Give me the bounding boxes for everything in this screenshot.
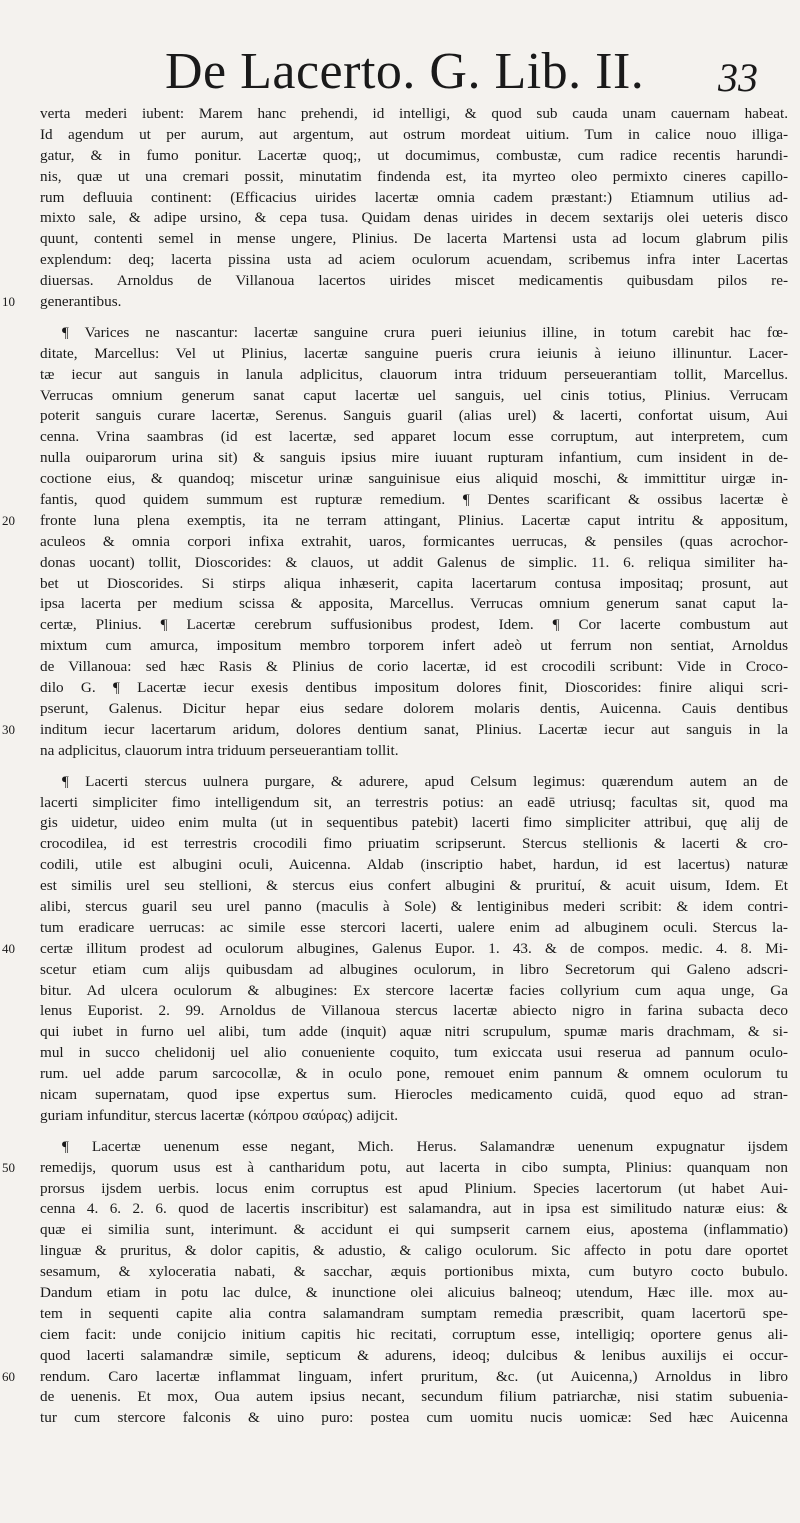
line-text: prorsus ijsdem uerbis. locus enim corruptus est apud Plinium. Species lacertorum (ut habet Aui- — [40, 1179, 788, 1197]
text-line — [40, 1001, 788, 1022]
text-line — [2, 1367, 788, 1388]
text-line — [40, 876, 788, 897]
text-line — [40, 406, 788, 427]
paragraph — [2, 772, 788, 1127]
text-line — [40, 960, 788, 981]
text-line — [40, 1106, 788, 1127]
line-text: sesamum, & xyloceratia nabati, & sacchar, æquis portionibus mixta, cum butyro cocto bubulo. — [40, 1263, 788, 1281]
text-line — [40, 553, 788, 574]
line-text: mixtum cum amurca, impositum membro torporem infert adeò ut ferrum non sentiat, Arnoldus — [40, 637, 788, 655]
text-line — [40, 855, 788, 876]
page-header — [0, 40, 800, 104]
text-line — [40, 1137, 788, 1158]
line-text: aculeos & omnia corpori infixa extrahit, uaros, formicantes uerrucas, & pensiles (quas acrochor- — [40, 532, 788, 550]
line-text: lacerti simpliciter fimo intelligendum sit, an terrestris potius: an eadē utriusq; facultas sit, quod ma — [40, 793, 788, 811]
line-text: guriam infunditur, stercus lacertæ (κόπρου σαύρας) adijcit. — [40, 1106, 399, 1124]
line-text: codili, utile est albugini oculi, Auicenna. Aldab (inscriptio habet, hardun, id est lacertus) naturæ — [40, 856, 788, 874]
text-line — [2, 720, 788, 741]
line-text: na adplicitus, clauorum intra triduum perseuerantiam tollit. — [40, 741, 399, 759]
line-text: alibi, stercus guaril seu urel panno (maculis à Sole) & lentiginibus mederi scribit: & idem contri- — [40, 897, 788, 915]
line-text: fantis, quod quidem summum est rupturæ remedium. ¶ Dentes scarificant & ossibus lacertæ è — [40, 491, 788, 509]
text-line — [40, 271, 788, 292]
line-text: rendum. Caro lacertæ inflammat linguam, infert pruritum, &c. (ut Auicenna,) Arnoldus in libro — [40, 1367, 788, 1385]
text-line — [40, 594, 788, 615]
text-line — [40, 981, 788, 1002]
main-text — [2, 104, 788, 1439]
line-text: poterit sanguis curare lacertæ, Serenus. Sanguis guaril (alias urel) & lacerti, confortat uisum, Aui — [40, 407, 788, 425]
line-text: rum defluuia continent: (Efficacius uirides lacertæ omnia cadem præstant:) Etiamnum utilius ad- — [40, 188, 788, 206]
line-text: cenna. Vrina saambras (id est lacertæ, sed apparet locum esse corruptum, aut interpretem, cum — [40, 428, 788, 446]
text-line — [40, 208, 788, 229]
text-line — [40, 250, 788, 271]
text-line — [40, 229, 788, 250]
line-text: mixto sale, & adipe ursino, & cepa tusa. Quidam denas uirides in decem sextarijs olei ueteris disco — [40, 209, 788, 227]
text-line — [40, 657, 788, 678]
text-line — [40, 1283, 788, 1304]
line-text: bitur. Ad ulcera oculorum & albugines: Ex stercore lacertæ facies collyrium cum aqua unge, Ga — [40, 981, 788, 999]
text-line — [40, 897, 788, 918]
text-line — [40, 772, 788, 793]
text-line — [40, 1064, 788, 1085]
margin-line-number: 60 — [2, 1368, 15, 1384]
line-text: rum. uel adde parum sarcocollæ, & in oculo pone, remouet enim pannum & omnem oculorum tu — [40, 1065, 788, 1083]
text-line — [40, 1085, 788, 1106]
line-text: ¶ Varices ne nascantur: lacertæ sanguine crura pueri ieiunius illine, in totum carebit hac fœ- — [62, 323, 788, 341]
text-line — [40, 323, 788, 344]
line-text: explendum: deq; lacerta pissina usta ad aciem oculorum acuendam, scribemus infra inter Lacertas — [40, 251, 788, 269]
line-text: tur cum stercore falconis & uino puro: postea cum uomitu nucis uomicæ: Sed hæc Auicenna — [40, 1409, 788, 1427]
text-line — [40, 834, 788, 855]
text-line — [40, 1179, 788, 1200]
line-text: tæ iecur aut sanguis in lanula adplicitus, clauorum intra triduum perseuerantiam tollit, Marcellus. — [40, 365, 788, 383]
line-text: de uenenis. Et mox, Oua autem ipsius necant, secundum filium patriarchæ, nisi statim subuenia- — [40, 1388, 788, 1406]
text-line — [40, 1325, 788, 1346]
text-line — [40, 699, 788, 720]
line-text: certæ, Plinius. ¶ Lacertæ cerebrum suffusionibus prodest, Idem. ¶ Cor lacerte combustum aut — [40, 616, 788, 634]
line-text: nicam supernatam, quod ipse expertus sum. Hierocles medicamento cuidā, quod equo ad stran- — [40, 1085, 788, 1103]
text-line — [40, 678, 788, 699]
text-line — [40, 365, 788, 386]
text-line — [40, 918, 788, 939]
line-text: qui iubet in furno uel alibi, tum adde (inquit) aquæ nitri scrupulum, spumæ maris drachmam, & si- — [40, 1023, 788, 1041]
line-text: donas uocant) tollit, Dioscorides: & clauos, ut addit Galenus de simplic. 11. 6. reliqua similiter ha- — [40, 553, 788, 571]
line-text: generantibus. — [40, 293, 122, 311]
text-line — [40, 636, 788, 657]
line-text: gatur, & in fumo ponitur. Lacertæ quoq;, ut documimus, combustæ, cum radice recentis harundi- — [40, 146, 788, 164]
line-text: remedijs, quorum usus est à cantharidum potu, aut lacerta in cibo sumpta, Plinius: quanquam non — [40, 1158, 788, 1176]
margin-line-number: 40 — [2, 940, 15, 956]
text-line — [40, 386, 788, 407]
line-text: inditum iecur lacertarum aridum, dolores dentium sanat, Plinius. Lacertæ iecur aut sanguis in la — [40, 720, 788, 738]
text-line — [40, 344, 788, 365]
line-text: quod lacerti salamandræ simile, septicum & adurens, ideoq; dulcibus & lenibus auxilijs ei occur- — [40, 1346, 788, 1364]
line-text: Verrucas omnium generum sanat caput lacertæ uel sanguis, uel cinis totius, Plinius. Verrucam — [40, 386, 788, 404]
line-text: gis uidetur, uideo enim multa (ut in sequentibus patebit) lacerti fimo simpliciter attribui, quę alij de — [40, 814, 788, 832]
line-text: quunt, contenti semel in mense ungere, Plinius. De lacerta Martensi usta ad locum glabrum pilis — [40, 230, 788, 248]
margin-line-number: 20 — [2, 512, 15, 528]
text-line — [40, 188, 788, 209]
text-line — [40, 1408, 788, 1429]
text-line — [40, 448, 788, 469]
text-line — [40, 813, 788, 834]
line-text: linguæ & pruritus, & dolor capitis, & adustio, & caligo oculorum. Sic affecto in potu dare oportet — [40, 1242, 788, 1260]
text-line — [40, 615, 788, 636]
line-text: ¶ Lacerti stercus uulnera purgare, & adurere, apud Celsum legimus: quærendum autem an de — [62, 772, 788, 790]
text-line — [40, 104, 788, 125]
text-line — [40, 490, 788, 511]
running-head: De Lacerto. G. Lib. II. — [165, 43, 645, 100]
paragraph — [2, 104, 788, 313]
text-line — [2, 292, 788, 313]
line-text: dilo G. ¶ Lacertæ iecur exesis dentibus impositum dolores finit, Dioscorides: finire aliqui scri- — [40, 679, 788, 697]
text-line — [40, 427, 788, 448]
line-text: ciem facit: unde conijcio initium capitis hic recitati, corruptum esse, intelligiq; oportere genus ali- — [40, 1325, 788, 1343]
line-text: quæ ei similia sunt, interimunt. & accidunt ei qui sumpserit carnem eius, apostema (inflammatio) — [40, 1221, 788, 1239]
line-text: ipsa lacerta per medium scissa & apposita, Marcellus. Verrucas omnium generum sanat caput la- — [40, 595, 788, 613]
text-line — [40, 167, 788, 188]
text-line — [40, 1387, 788, 1408]
paragraph — [2, 1137, 788, 1429]
text-line — [2, 939, 788, 960]
paragraph — [2, 323, 788, 762]
line-text: Id agendum ut per aurum, aut argentum, aut ostrum mordeat uitium. Tum in calice nouo illiga- — [40, 125, 788, 143]
text-line — [40, 741, 788, 762]
line-text: est similis urel seu stellioni, & stercus eius confert albugini & prurituí, & acuit uisum, Idem. Et — [40, 877, 788, 895]
line-text: Dandum etiam in potu lac dulce, & inunctione olei alicuius balneoq; utendum, Hæc ille. mox au- — [40, 1283, 788, 1301]
line-text: scetur etiam cum alijs quibusdam ad albugines oculorum, in libro Secretorum qui Galeno adscri- — [40, 960, 788, 978]
text-line — [40, 532, 788, 553]
line-text: nulla ouiparorum urina sit) & sanguis ipsius mire iuuant rupturam infantium, cum insident in de- — [40, 449, 788, 467]
text-line — [40, 146, 788, 167]
line-text: tem in sequenti capite alia contra salamandram sumptam remedia præscribit, quam lacertorū spe- — [40, 1304, 788, 1322]
line-text: crocodilea, id est terrestris crocodili fimo priuatim scripserunt. Stercus stellionis & lacerti & cro- — [40, 835, 788, 853]
text-line — [40, 469, 788, 490]
line-text: verta mederi iubent: Marem hanc prehendi, id intelligi, & quod sub cauda unam cauernam habeat. — [40, 105, 788, 122]
text-line — [40, 793, 788, 814]
page-number: 33 — [718, 55, 758, 100]
text-line — [40, 1346, 788, 1367]
line-text: coctione eius, & quandoq; miscetur urinæ sanguinisue eius aliquid moschi, & immittitur uirgæ in- — [40, 470, 788, 488]
line-text: cenna 4. 6. 2. 6. quod de lacertis inscribitur) est salamandra, aut in ipsa est similitudo naturæ eius: & — [40, 1200, 788, 1218]
text-line — [40, 125, 788, 146]
line-text: bet ut Dioscorides. Si stirps aliqua inhæserit, capita lacertarum contusa impositaq; prosunt, aut — [40, 574, 788, 592]
line-text: nis, quæ ut una cremari possit, minutatim findenda est, ita myrteo oleo permixto cineres capillo- — [40, 167, 788, 185]
line-text: lenus Euporist. 2. 99. Arnoldus de Villanoua stercus lacertæ abiecto nigro in farina subacta deco — [40, 1002, 788, 1020]
line-text: certæ illitum prodest ad oculorum albugines, Galenus Eupor. 1. 43. & de compos. medic. 4. 8. Mi- — [40, 939, 788, 957]
line-text: ditate, Marcellus: Vel ut Plinius, lacertæ sanguine pueris crura ieiunis à ieiuno illinuntur. Lacer- — [40, 344, 788, 362]
line-text: ¶ Lacertæ uenenum esse negant, Mich. Herus. Salamandræ uenenum expugnatur ijsdem — [62, 1137, 788, 1155]
text-line — [40, 1022, 788, 1043]
text-line — [40, 1262, 788, 1283]
text-line — [40, 1304, 788, 1325]
line-text: mul in succo chelidonij uel alio conueniente coquito, tum exiccata usui reserua ad pannum oculo- — [40, 1044, 788, 1062]
margin-line-number: 10 — [2, 294, 15, 310]
text-line — [2, 511, 788, 532]
line-text: pserunt, Galenus. Dicitur hepar eius sedare dolorem molaris dentis, Auicenna. Cauis dentibus — [40, 699, 788, 717]
text-line — [40, 1241, 788, 1262]
margin-line-number: 50 — [2, 1159, 15, 1175]
text-line — [40, 574, 788, 595]
margin-line-number: 30 — [2, 721, 15, 737]
text-line — [40, 1043, 788, 1064]
text-line — [2, 1158, 788, 1179]
line-text: fronte luna plena exemptis, ita ne terram attingant, Plinius. Lacertæ caput intritu & appositum, — [40, 511, 788, 529]
line-text: de Villanoua: sed hæc Rasis & Plinius de corio lacertæ, id est crocodili scribunt: Vide in Croco- — [40, 658, 788, 676]
text-line — [40, 1220, 788, 1241]
text-line — [40, 1199, 788, 1220]
line-text: tum eradicare uerrucas: ac simile esse stercori lacerti, ualere enim ad albuginem oculi. Stercus la- — [40, 918, 788, 936]
line-text: diuersas. Arnoldus de Villanoua lacertos uirides miscet medicamentis quibusdam pilos re- — [40, 272, 788, 290]
